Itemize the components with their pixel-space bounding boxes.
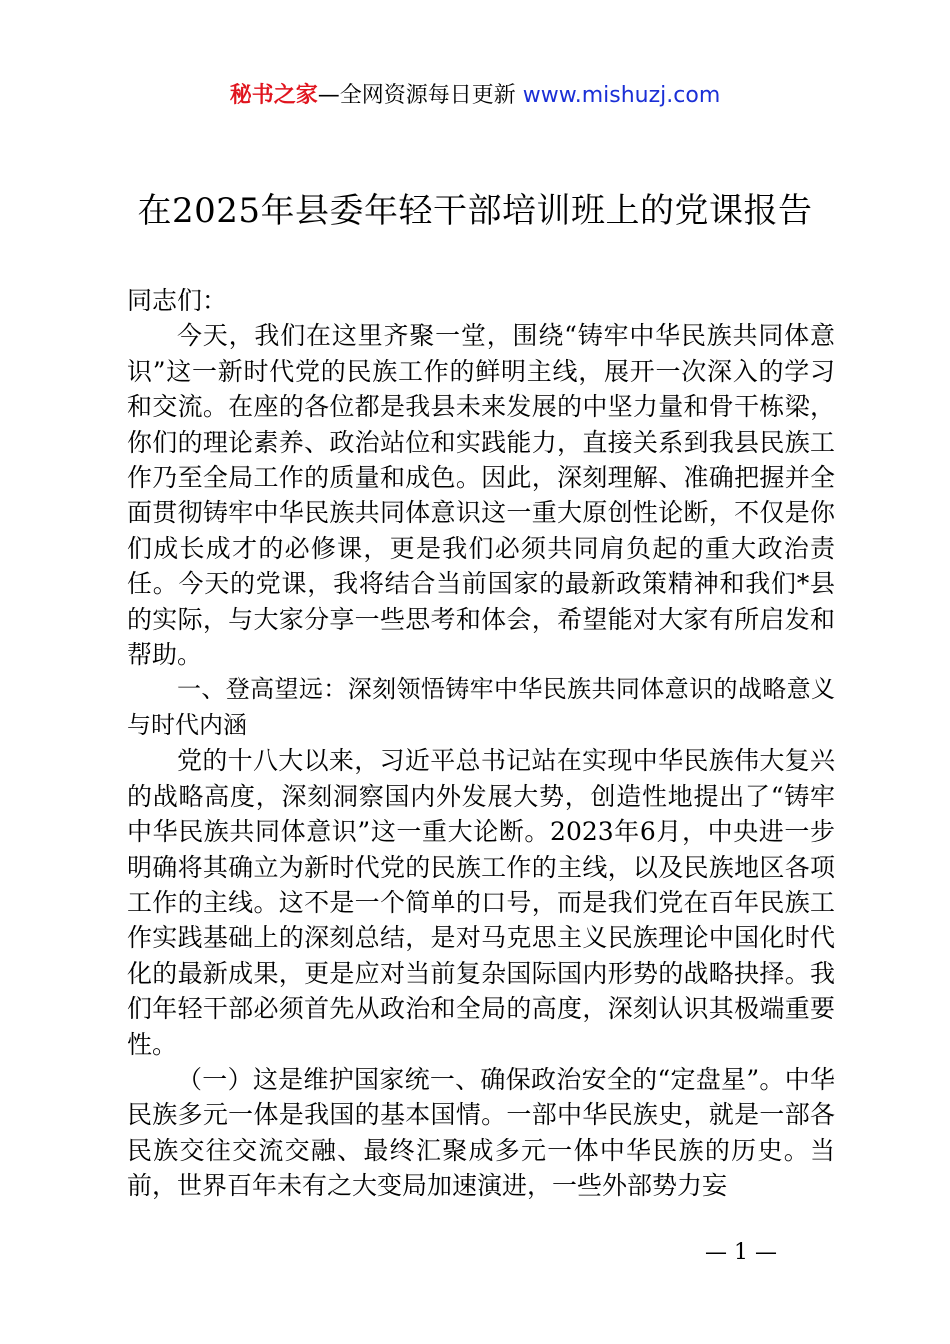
banner-brand: 秘书之家 [229, 83, 318, 108]
document-title: 在2025年县委年轻干部培训班上的党课报告 [137, 191, 813, 231]
banner-slogan: —全网资源每日更新 [317, 83, 516, 108]
body-paragraph: 党的十八大以来，习近平总书记站在实现中华民族伟大复兴的战略高度，深刻洞察国内外发展大势，创造性地提出了“铸牢中华民族共同体意识”这一重大论断。2023年6月，中央进一步明确将其确立为新时代党的民族工作的主线，以及民族地区各项工作的主线。这不是一个简单的口号，而是我们党在百年民族工作实践基础上的深刻总结，是对马克思主义民族理论中国化时代化的最新成果，更是应对当前复杂国际国内形势的战略抉择。我们年轻干部必须首先从政治和全局的高度，深刻认识其极端重要性。 [127, 746, 835, 1059]
site-banner [0, 80, 950, 112]
page-number: — 1 — [705, 1240, 777, 1265]
body-paragraph: 今天，我们在这里齐聚一堂，围绕“铸牢中华民族共同体意识”这一新时代党的民族工作的鲜明主线，展开一次深入的学习和交流。在座的各位都是我县未来发展的中坚力量和骨干栋梁，你们的理论素养、政治站位和实践能力，直接关系到我县民族工作乃至全局工作的质量和成色。因此，深刻理解、准确把握并全面贯彻铸牢中华民族共同体意识这一重大原创性论断，不仅是你们成长成才的必修课，更是我们必须共同肩负起的重大政治责任。今天的党课，我将结合当前国家的最新政策精神和我们*县的实际，与大家分享一些思考和体会，希望能对大家有所启发和帮助。 [127, 321, 835, 670]
document-body [127, 283, 835, 1204]
salutation: 同志们： [127, 286, 228, 315]
section-heading: 一、登高望远：深刻领悟铸牢中华民族共同体意识的战略意义与时代内涵 [127, 675, 835, 739]
banner-url-link[interactable]: www.mishuzj.com [522, 83, 721, 108]
body-paragraph: （一）这是维护国家统一、确保政治安全的“定盘星”。中华民族多元一体是我国的基本国情。一部中华民族史，就是一部各民族交往交流交融、最终汇聚成多元一体中华民族的历史。当前，世界百年未有之大变局加速演进，一些外部势力妄 [127, 1064, 835, 1201]
